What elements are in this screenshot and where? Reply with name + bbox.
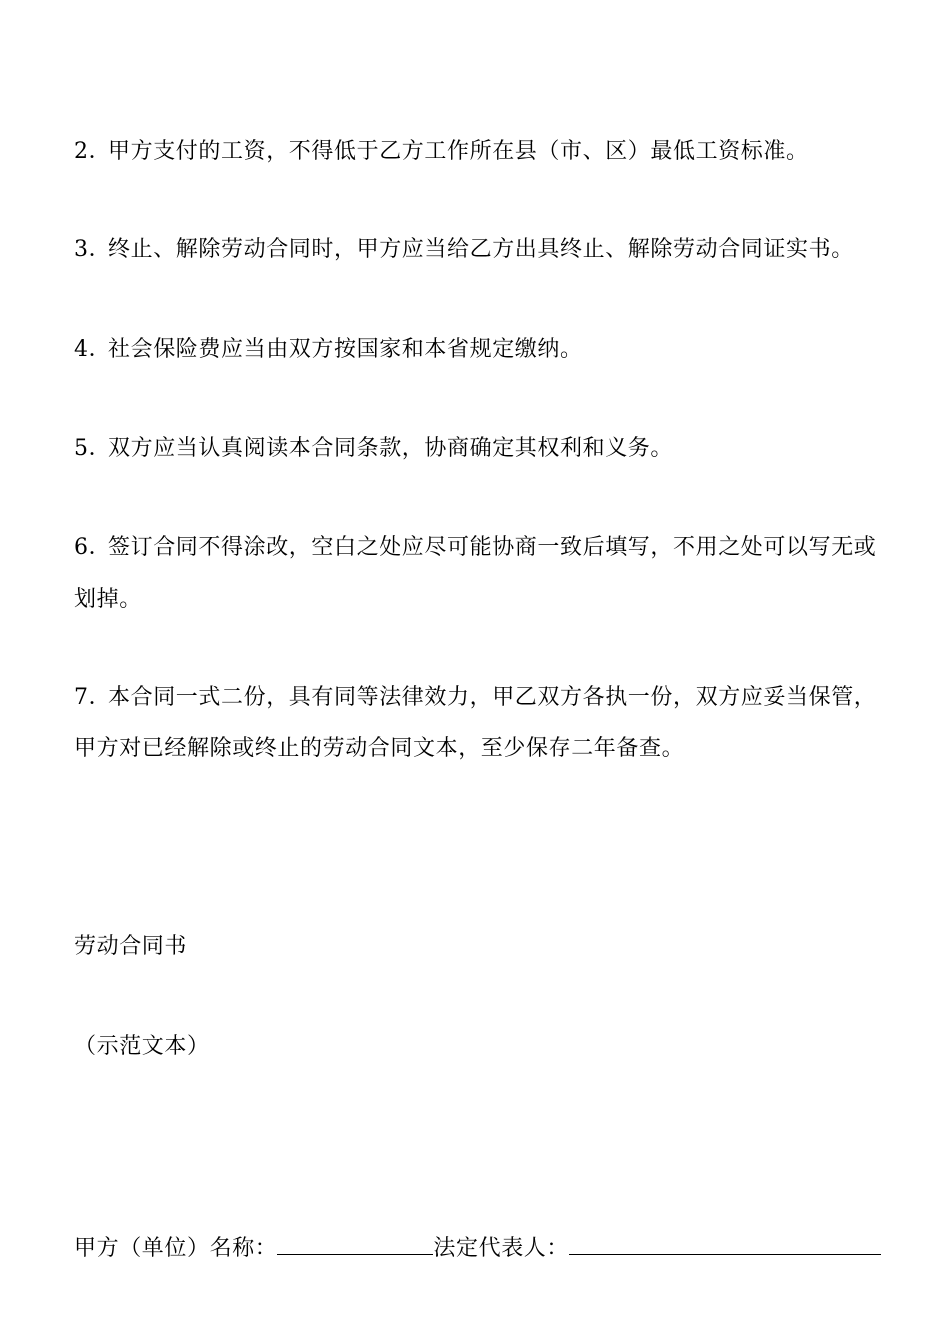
clause-text: 甲方对已经解除或终止的劳动合同文本，至少保存二年备查。: [74, 736, 685, 761]
legal-rep-label: 法定代表人：: [433, 1236, 570, 1261]
clause-4: [74, 336, 884, 364]
sample-label: （示范文本）: [74, 1034, 210, 1059]
clause-text: 甲方支付的工资，不得低于乙方工作所在县（市、区）最低工资标准。: [108, 139, 809, 164]
party-a-label: 甲方（单位）名称：: [74, 1236, 278, 1261]
clause-text: 本合同一式二份，具有同等法律效力，甲乙双方各执一份，双方应妥当保管，: [108, 685, 877, 710]
clause-text: 签订合同不得涂改，空白之处应尽可能协商一致后填写，不用之处可以写无或: [108, 535, 877, 560]
clause-2: [74, 138, 884, 166]
signature-line: [74, 1234, 884, 1263]
party-a-name-blank[interactable]: [277, 1234, 433, 1255]
clause-6-line-1: [74, 534, 884, 562]
clause-number: 5．: [74, 436, 112, 461]
clause-number: 6．: [74, 535, 112, 560]
clause-number: 7．: [74, 685, 112, 710]
clause-text: 社会保险费应当由双方按国家和本省规定缴纳。: [108, 337, 583, 362]
clause-6-line-2: [74, 586, 884, 614]
clause-number: 3．: [74, 237, 112, 262]
clause-7-line-2: [74, 735, 884, 763]
clause-number: 2．: [74, 139, 112, 164]
clause-text: 划掉。: [74, 587, 142, 612]
clause-3: [74, 236, 884, 264]
clause-text: 双方应当认真阅读本合同条款，协商确定其权利和义务。: [108, 436, 674, 461]
clause-text: 终止、解除劳动合同时，甲方应当给乙方出具终止、解除劳动合同证实书。: [108, 237, 854, 262]
legal-rep-blank[interactable]: [569, 1234, 881, 1255]
clause-7-line-1: [74, 684, 884, 712]
clause-number: 4．: [74, 337, 112, 362]
clause-5: [74, 435, 884, 463]
contract-title: 劳动合同书: [74, 934, 188, 959]
